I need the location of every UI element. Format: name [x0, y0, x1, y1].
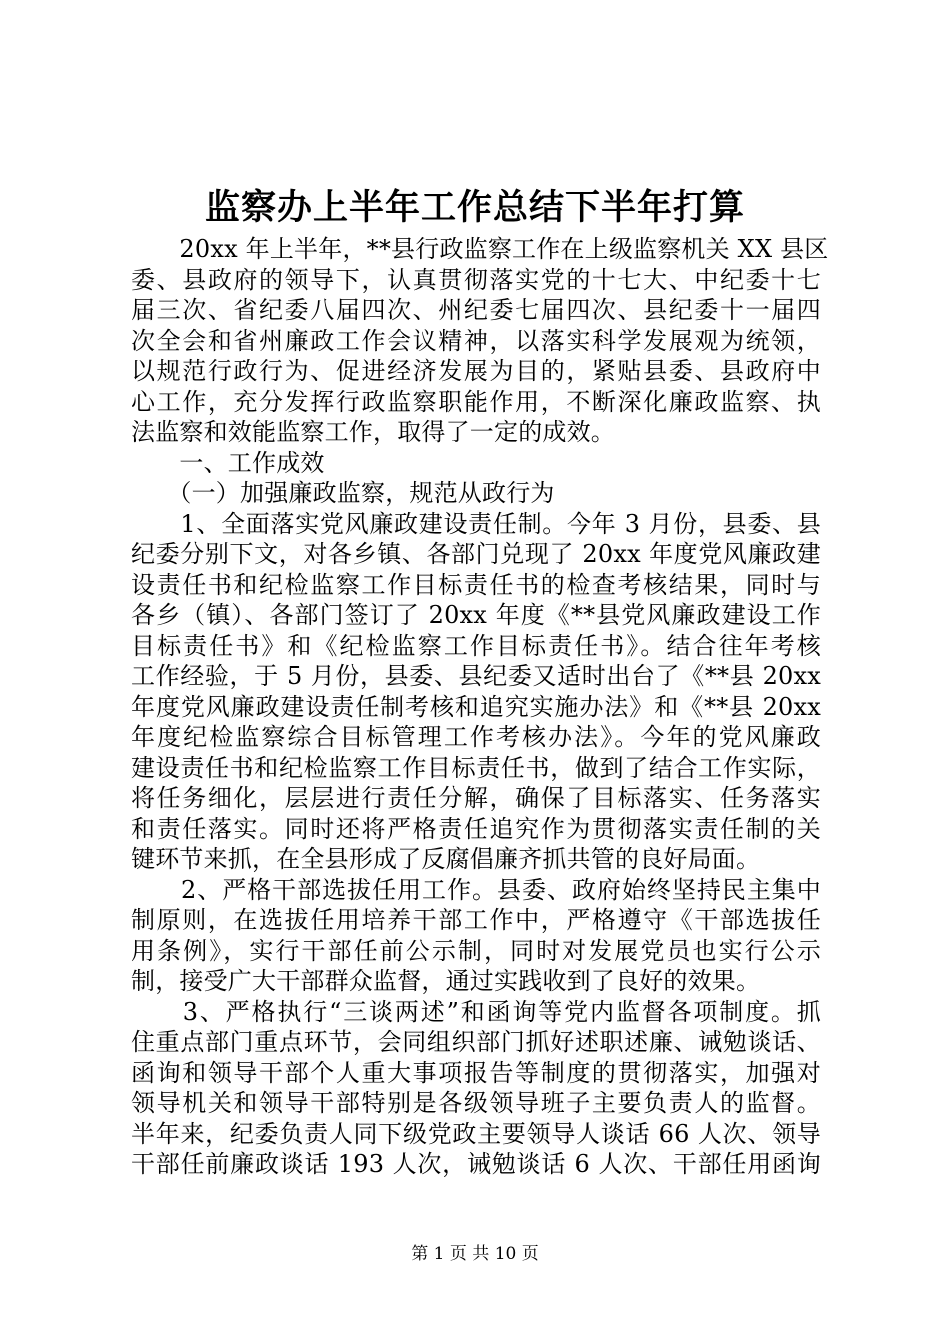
- text-line: 目标责任书》和《纪检监察工作目标责任书》。结合往年考核: [131, 631, 821, 660]
- document-title: 监察办上半年工作总结下半年打算: [204, 187, 745, 228]
- text-line: 建设责任书和纪检监察工作目标责任书，做到了结合工作实际，: [131, 753, 821, 782]
- text-line: 年度纪检监察综合目标管理工作考核办法》。今年的党风廉政: [131, 723, 821, 751]
- text-line: 以规范行政行为、促进经济发展为目的，紧贴县委、县政府中: [131, 357, 821, 385]
- text-line: 函询和领导干部个人重大事项报告等制度的贯彻落实，加强对: [131, 1058, 821, 1087]
- page-footer: 第 1 页 共 10 页: [411, 1244, 539, 1264]
- text-line: 半年来，纪委负责人同下级党政主要领导人谈话 66 人次、领导: [131, 1119, 821, 1148]
- text-line: 设责任书和纪检监察工作目标责任书的检查考核结果，同时与: [131, 570, 821, 599]
- text-line: 法监察和效能监察工作，取得了一定的成效。: [131, 418, 615, 446]
- text-line: 键环节来抓，在全县形成了反腐倡廉齐抓共管的良好局面。: [131, 845, 761, 873]
- text-line: 心工作，充分发挥行政监察职能作用，不断深化廉政监察、执: [131, 387, 821, 416]
- text-line: 领导机关和领导干部特别是各级领导班子主要负责人的监督。: [131, 1089, 821, 1117]
- text-line: 年度党风廉政建设责任制考核和追究实施办法》和《**县 20xx: [131, 692, 821, 721]
- text-line: 委、县政府的领导下，认真贯彻落实党的十七大、中纪委十七: [131, 265, 821, 294]
- text-line: 届三次、省纪委八届四次、州纪委七届四次、县纪委十一届四: [131, 296, 821, 324]
- text-line: 20xx 年上半年，**县行政监察工作在上级监察机关 XX 县区: [131, 235, 829, 263]
- text-line: 各乡（镇）、各部门签订了 20xx 年度《**县党风廉政建设工作: [131, 601, 821, 629]
- text-line: 次全会和省州廉政工作会议精神，以落实科学发展观为统领，: [131, 326, 821, 355]
- document-body: [131, 234, 829, 1180]
- text-line: 2、严格干部选拔任用工作。县委、政府始终坚持民主集中: [131, 875, 821, 904]
- text-line: 1、全面落实党风廉政建设责任制。今年 3 月份，县委、县: [131, 509, 821, 538]
- text-line: 一、工作成效: [131, 448, 325, 477]
- text-line: 和责任落实。同时还将严格责任追究作为贯彻落实责任制的关: [131, 814, 821, 843]
- text-line: 将任务细化，层层进行责任分解，确保了目标落实、任务落实: [131, 784, 821, 812]
- text-line: 工作经验，于 5 月份，县委、县纪委又适时出台了《**县 20xx: [131, 662, 821, 690]
- text-line: 用条例》，实行干部任前公示制，同时对发展党员也实行公示: [131, 936, 821, 965]
- text-line: 制原则，在选拔任用培养干部工作中，严格遵守《干部选拔任: [131, 906, 821, 934]
- text-line: 纪委分别下文，对各乡镇、各部门兑现了 20xx 年度党风廉政建: [131, 540, 821, 568]
- text-line: 3、严格执行“三谈两述”和函询等党内监督各项制度。抓: [131, 997, 821, 1026]
- text-line: （一）加强廉政监察，规范从政行为: [131, 479, 555, 507]
- text-line: 干部任前廉政谈话 193 人次，诫勉谈话 6 人次、干部任用函询: [131, 1150, 821, 1178]
- text-line: 住重点部门重点环节，会同组织部门抓好述职述廉、诫勉谈话、: [131, 1028, 821, 1056]
- text-line: 制，接受广大干部群众监督，通过实践收到了良好的效果。: [131, 967, 761, 995]
